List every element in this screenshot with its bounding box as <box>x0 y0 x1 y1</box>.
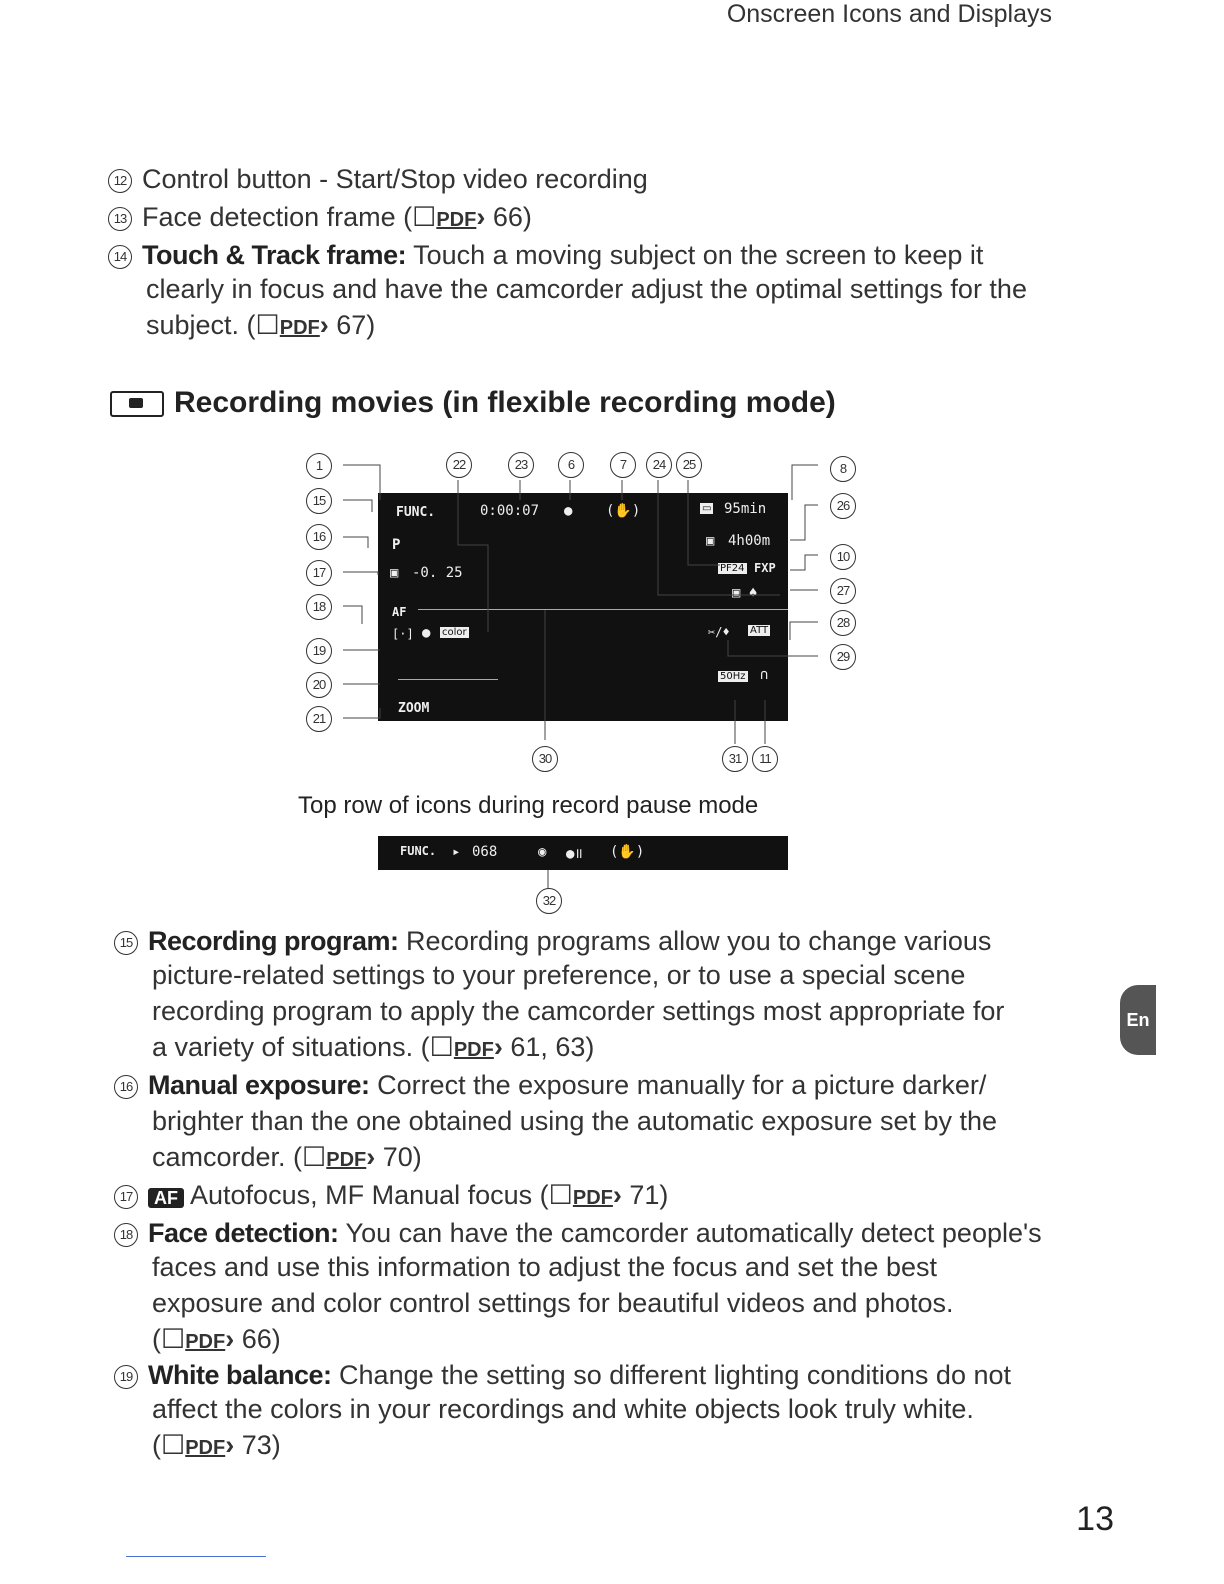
battery-icon: ▭ <box>702 503 712 514</box>
program-label: P <box>392 537 401 553</box>
item-heading: Recording program: <box>148 926 399 956</box>
item-18-l4 <box>152 1322 281 1360</box>
callout-6: 6 <box>558 452 584 478</box>
arrow-icon: › <box>225 1430 235 1460</box>
book-icon: ☐ <box>548 1180 573 1210</box>
item-text: a variety of situations. ( <box>152 1032 430 1062</box>
stabilizer-icon: (✋) <box>606 503 641 519</box>
callout-32: 32 <box>536 888 562 914</box>
callout-number: 15 <box>114 931 138 955</box>
pdf-reference-link[interactable]: PDF <box>279 317 320 339</box>
item-text: ( <box>152 1430 161 1460</box>
item-19-l3 <box>152 1428 281 1466</box>
book-icon: ☐ <box>161 1324 186 1354</box>
frame-rate-label: PF24 <box>720 563 745 574</box>
item-text: Change the setting so different lighting conditions do not <box>331 1360 1012 1390</box>
item-16-l2: brighter than the one obtained using the automatic exposure set by the <box>152 1106 998 1136</box>
ref-page: 61, 63) <box>502 1032 595 1062</box>
footer-divider <box>126 1556 266 1557</box>
callout-number: 16 <box>114 1075 138 1099</box>
book-icon: ☐ <box>255 310 280 340</box>
item-15 <box>114 924 991 959</box>
page-header-title: Onscreen Icons and Displays <box>726 0 1052 28</box>
audio-icon: ✂/♦ <box>708 625 730 639</box>
timecode: 0:00:07 <box>480 503 540 519</box>
record-pause-top-bar <box>378 836 788 870</box>
callout-29: 29 <box>830 644 856 670</box>
callout-15: 15 <box>306 488 332 514</box>
item-19-l2: affect the colors in your recordings and white objects look truly white. <box>152 1394 974 1424</box>
callout-23: 23 <box>508 452 534 478</box>
page-number: 13 <box>1076 1500 1114 1538</box>
face-detect-icon: [·] <box>392 627 414 641</box>
book-icon: ☐ <box>302 1142 327 1172</box>
callout-22: 22 <box>446 452 472 478</box>
callout-number: 12 <box>108 169 132 193</box>
item-heading: Face detection: <box>148 1218 339 1248</box>
callout-1: 1 <box>306 453 332 479</box>
ref-page: 71) <box>621 1180 669 1210</box>
af-badge-icon: AF <box>148 1188 184 1208</box>
mic-icon: ▣ ♠ <box>732 585 758 601</box>
item-text: Correct the exposure manually for a picture darker/ <box>369 1070 987 1100</box>
item-15-l4 <box>152 1030 594 1068</box>
record-dot-icon: ● <box>564 503 573 519</box>
callout-11: 11 <box>752 746 778 772</box>
callout-8: 8 <box>830 456 856 482</box>
func-label: FUNC. <box>396 505 436 520</box>
zoom-label: ZOOM <box>398 701 430 716</box>
item-text: Control button - Start/Stop video recording <box>142 164 648 194</box>
item-text: Recording programs allow you to change various <box>398 926 992 956</box>
callout-18: 18 <box>306 594 332 620</box>
callout-31: 31 <box>722 746 748 772</box>
battery-remaining: 95min <box>724 501 767 517</box>
af-label: AF <box>392 605 407 619</box>
callout-19: 19 <box>306 638 332 664</box>
pdf-reference-link[interactable]: PDF <box>436 209 477 231</box>
attenuator-label: ATT <box>750 625 769 636</box>
item-19 <box>114 1358 1011 1393</box>
ref-page: 66) <box>485 202 532 232</box>
memory-icon: ▣ <box>706 533 715 549</box>
callout-27: 27 <box>830 578 856 604</box>
headphones-icon: ∩ <box>760 667 769 683</box>
arrow-icon: › <box>366 1142 376 1172</box>
book-icon: ☐ <box>429 1032 454 1062</box>
callout-10: 10 <box>830 544 856 570</box>
arrow-icon: › <box>612 1180 622 1210</box>
pdf-reference-link[interactable]: PDF <box>572 1187 613 1209</box>
item-text: camcorder. ( <box>152 1142 303 1172</box>
func-label: FUNC. <box>400 844 437 858</box>
pdf-reference-link[interactable]: PDF <box>185 1437 226 1459</box>
pause-icon: ●॥ <box>566 846 583 862</box>
item-18-l3: exposure and color control settings for beautiful videos and photos. <box>152 1288 954 1318</box>
ref-page: 73) <box>234 1430 281 1460</box>
item-15-l3: recording program to apply the camcorder settings most appropriate for <box>152 996 1005 1026</box>
arrow-icon: › <box>493 1032 503 1062</box>
item-heading: Manual exposure: <box>148 1070 370 1100</box>
callout-16: 16 <box>306 524 332 550</box>
item-text: Face detection frame ( <box>142 202 413 232</box>
ref-page: 70) <box>375 1142 422 1172</box>
item-text: ( <box>152 1324 161 1354</box>
arrow-icon: › <box>476 202 486 232</box>
flicker-label: 50Hz <box>720 671 746 682</box>
pdf-reference-link[interactable]: PDF <box>326 1149 367 1171</box>
item-18-l2: faces and use this information to adjust the focus and set the best <box>152 1252 937 1282</box>
callout-number: 14 <box>108 245 132 269</box>
ref-page: 66) <box>234 1324 281 1354</box>
item-heading: Touch & Track frame: <box>142 240 407 270</box>
language-tab[interactable]: En <box>1120 985 1156 1055</box>
callout-number: 18 <box>114 1223 138 1247</box>
movie-counter-icon: ▸ <box>452 844 461 860</box>
callout-30: 30 <box>532 746 558 772</box>
color-label: color <box>442 627 467 638</box>
callout-20: 20 <box>306 672 332 698</box>
pre-record-icon: ◉ <box>538 844 547 860</box>
item-16 <box>114 1068 986 1103</box>
callout-25: 25 <box>676 452 702 478</box>
callout-number: 13 <box>108 207 132 231</box>
book-icon: ☐ <box>412 202 437 232</box>
item-15-l2: picture-related settings to your preference, or to use a special scene <box>152 960 966 990</box>
item-text: subject. ( <box>146 310 256 340</box>
item-text: Autofocus, MF Manual focus ( <box>184 1180 549 1210</box>
callout-7: 7 <box>610 452 636 478</box>
arrow-icon: › <box>225 1324 235 1354</box>
arrow-icon: › <box>319 310 329 340</box>
item-14-cont1: clearly in focus and have the camcorder adjust the optimal settings for the <box>146 274 1027 304</box>
callout-24: 24 <box>646 452 672 478</box>
diagram-caption: Top row of icons during record pause mode <box>298 792 759 819</box>
exposure-icon: ▣ <box>390 565 399 581</box>
recording-time-remaining: 4h00m <box>728 533 771 549</box>
callout-17: 17 <box>306 560 332 586</box>
item-18 <box>114 1216 1042 1251</box>
item-16-l3 <box>152 1140 422 1178</box>
callout-number: 19 <box>114 1365 138 1389</box>
stabilizer-icon: (✋) <box>610 844 645 860</box>
section-title-text: Recording movies (in flexible recording mode) <box>174 386 836 419</box>
item-17 <box>114 1178 668 1216</box>
item-heading: White balance: <box>148 1360 332 1390</box>
callout-number: 17 <box>114 1185 138 1209</box>
callout-21: 21 <box>306 706 332 732</box>
ref-page: 67) <box>328 310 376 340</box>
pdf-reference-link[interactable]: PDF <box>185 1331 226 1353</box>
pdf-reference-link[interactable]: PDF <box>453 1039 494 1061</box>
scene-count: 068 <box>472 844 498 860</box>
book-icon: ☐ <box>161 1430 186 1460</box>
quality-label: FXP <box>754 561 776 575</box>
item-text: Touch a moving subject on the screen to keep it <box>406 240 984 270</box>
callout-28: 28 <box>830 610 856 636</box>
dot-icon: ● <box>422 625 431 641</box>
item-text: You can have the camcorder automatically detect people's <box>338 1218 1042 1248</box>
exposure-value: -0. 25 <box>412 565 463 581</box>
callout-26: 26 <box>830 493 856 519</box>
